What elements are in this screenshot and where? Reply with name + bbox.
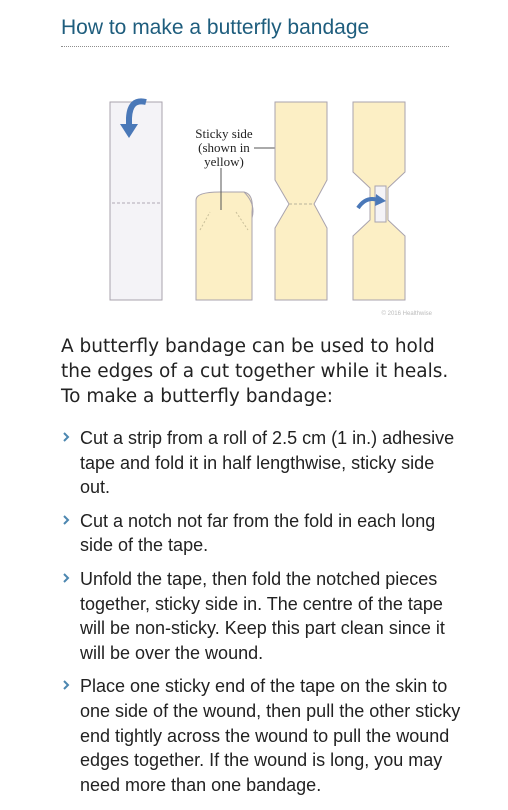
step-text: Unfold the tape, then fold the notched pieces together, sticky side in. The centre of the tape will be non-sticky. Keep this part clean since it will be over the wound.	[80, 568, 445, 663]
title-divider	[61, 46, 449, 47]
intro-paragraph: A butterfly bandage can be used to hold the edges of a cut together while it heals. To make a butterfly bandage:	[61, 336, 449, 407]
notched-tape	[275, 102, 327, 300]
sticky-side-label-2: (shown in	[198, 140, 250, 155]
butterfly-panel	[353, 102, 405, 300]
folded-tape	[196, 192, 252, 300]
step-text: Place one sticky end of the tape on the skin to one side of the wound, then pull the other sticky end tightly across the wound to pull the wound edges together. If the wound is long, you may need more than one bandage.	[80, 676, 461, 795]
sticky-side-label-1: Sticky side	[195, 126, 253, 141]
page-title: How to make a butterfly bandage	[61, 16, 370, 39]
chevron-right-icon	[61, 429, 71, 445]
list-item	[0, 509, 508, 558]
copyright-notice: © 2016 Healthwise	[381, 311, 432, 317]
step-text: Cut a notch not far from the fold in each long side of the tape.	[80, 510, 436, 556]
list-item	[0, 674, 508, 797]
sticky-side-label-3: yellow)	[204, 154, 244, 169]
notched-tape-panel	[275, 102, 327, 300]
chevron-right-icon	[61, 570, 71, 586]
step-text: Cut a strip from a roll of 2.5 cm (1 in.) adhesive tape and fold it in half lengthwise, sticky side out.	[80, 428, 455, 498]
chevron-right-icon	[61, 512, 71, 528]
list-item	[0, 567, 508, 665]
chevron-right-icon	[61, 677, 71, 693]
steps-list	[0, 426, 508, 806]
tape-strip-panel	[110, 101, 162, 300]
tape-strip	[110, 102, 162, 300]
butterfly-bandage-illustration	[96, 92, 436, 320]
list-item	[0, 426, 508, 500]
